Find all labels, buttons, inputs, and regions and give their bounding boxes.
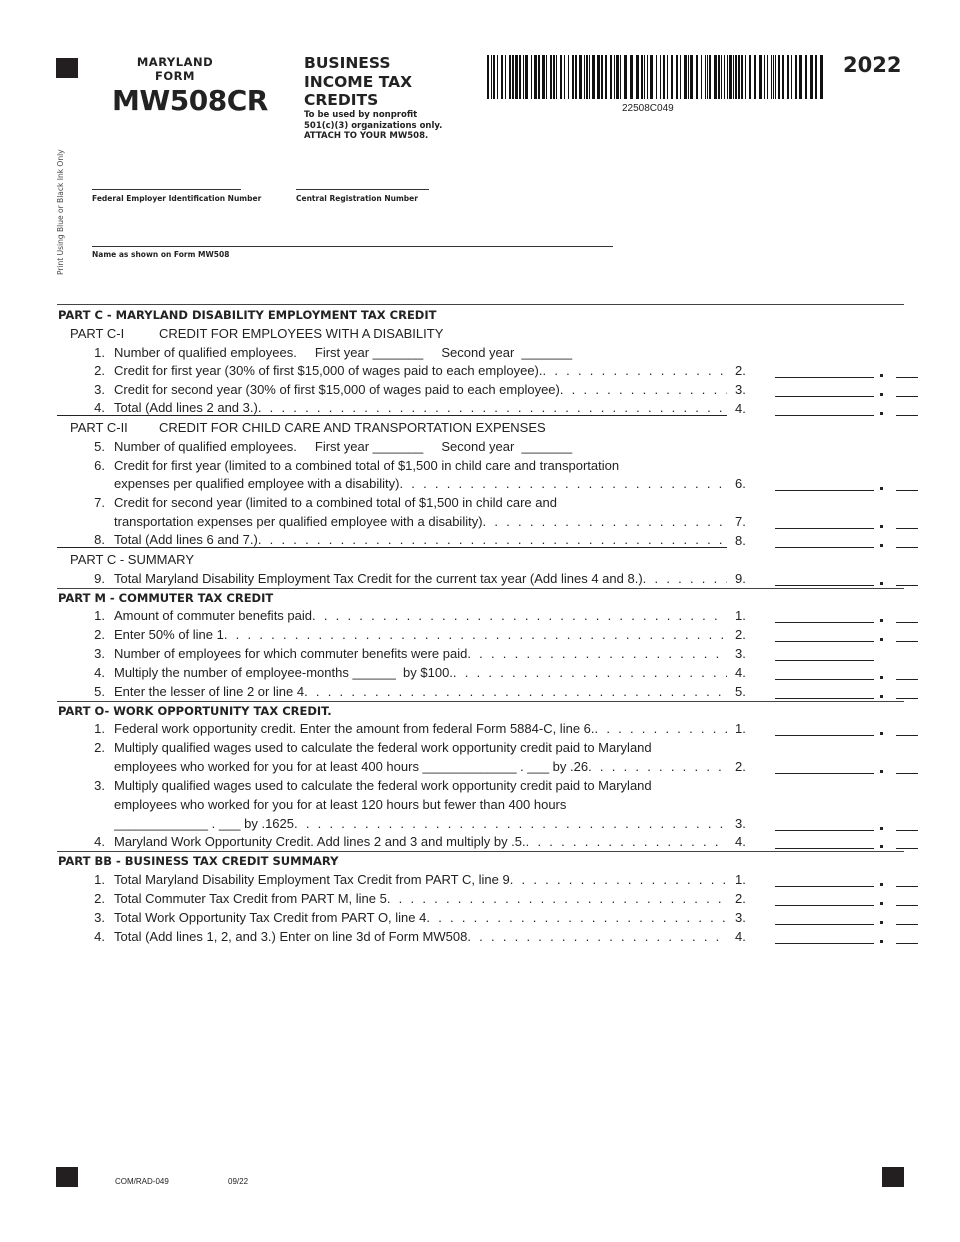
line-text: Total Maryland Disability Employment Tax Credit from PART C, line 9: [114, 872, 510, 888]
form-line: [57, 380, 904, 399]
dot-leader: [312, 608, 727, 623]
part-heading: PART C - MARYLAND DISABILITY EMPLOYMENT TAX CREDIT: [58, 307, 437, 322]
line-text: Credit for second year (limited to a combined total of $1,500 in child care and: [114, 495, 557, 511]
line-text: transportation expenses per qualified employee with a disability): [114, 514, 483, 530]
line-text-wrap: [114, 439, 727, 454]
line-ref: 3.: [735, 382, 746, 398]
barcode-bar: [754, 55, 756, 99]
line-ref: 4.: [735, 834, 746, 850]
barcode-bar: [644, 55, 645, 99]
line-number: 3.: [94, 909, 105, 925]
barcode-bar: [630, 55, 633, 99]
line-text: Credit for second year (30% of first $15,000 of wages paid to each employee): [114, 382, 560, 398]
line-text-wrap: [114, 797, 727, 812]
title-line: CREDITS: [304, 91, 379, 109]
barcode-bar: [656, 55, 657, 99]
barcode-bar: [667, 55, 668, 99]
barcode-bar: [759, 55, 762, 99]
line-number: 4.: [94, 664, 105, 680]
form-line: [57, 720, 904, 739]
line-number: 6.: [94, 457, 105, 473]
line-ref: 4.: [735, 664, 746, 680]
line-text: Maryland Work Opportunity Credit. Add lines 2 and 3 and multiply by .5.: [114, 834, 526, 850]
barcode-bar: [696, 55, 698, 99]
form-line: [57, 475, 904, 494]
line-text-wrap: [114, 646, 727, 661]
line-text-wrap: [114, 929, 727, 944]
barcode-bar: [497, 55, 498, 99]
dot-leader: [399, 476, 727, 491]
amount-field[interactable]: [775, 902, 918, 906]
barcode-bar: [538, 55, 540, 99]
line-text-wrap: [114, 816, 727, 831]
line-text: Total (Add lines 2 and 3.): [114, 400, 258, 416]
line-number: 2.: [94, 740, 105, 756]
barcode-bar: [735, 55, 737, 99]
barcode-bar: [773, 55, 774, 99]
barcode-bar: [727, 55, 728, 99]
line-text: Total Commuter Tax Credit from PART M, line 5: [114, 891, 387, 906]
barcode-bar: [614, 55, 615, 99]
form-line: [57, 625, 904, 644]
barcode-bar: [542, 55, 545, 99]
form-line: [57, 343, 904, 362]
crn-label: Central Registration Number: [296, 194, 418, 203]
form-line: [57, 663, 904, 682]
amount-field[interactable]: [775, 619, 918, 623]
form-line: [57, 908, 904, 927]
line-number: 2.: [94, 363, 105, 379]
barcode-bar: [525, 55, 528, 99]
dot-leader: [588, 759, 727, 774]
line-number: 4.: [94, 928, 105, 944]
subpart-label: PART C-I: [70, 325, 125, 341]
barcode-bar: [684, 55, 687, 99]
dot-leader: [483, 514, 727, 529]
form-line: [57, 531, 904, 550]
line-number: 2.: [94, 627, 105, 643]
subpart-heading: [57, 550, 904, 569]
barcode-bar: [584, 55, 585, 99]
form-line: [57, 493, 904, 512]
amount-field[interactable]: [775, 676, 918, 680]
form-line: [57, 362, 904, 381]
barcode-bar: [546, 55, 547, 99]
name-field[interactable]: [92, 246, 613, 247]
amount-field[interactable]: [775, 544, 918, 548]
subpart-heading: [57, 324, 904, 343]
credit-form: [57, 304, 904, 946]
barcode-bar: [771, 55, 772, 99]
barcode-bar: [749, 55, 751, 99]
line-text-wrap: [114, 778, 727, 793]
revision-date: 09/22: [228, 1177, 249, 1186]
line-ref: 5.: [735, 683, 746, 699]
line-number: 3.: [94, 777, 105, 793]
barcode-bar: [778, 55, 780, 99]
dot-leader: [643, 571, 727, 586]
line-text-wrap: [114, 514, 727, 529]
line-text-wrap: [114, 740, 727, 755]
amount-field[interactable]: [775, 412, 918, 416]
barcode-bar: [556, 55, 557, 99]
barcode-bar: [775, 55, 776, 99]
line-text-wrap: [114, 721, 727, 736]
dot-leader: [453, 665, 727, 680]
amount-field[interactable]: [775, 921, 918, 925]
barcode-bar: [714, 55, 717, 99]
line-text: Total Maryland Disability Employment Tax Credit for the current tax year (Add lines 4 and 8.): [114, 570, 643, 586]
amount-field[interactable]: [775, 525, 918, 529]
barcode-bar: [579, 55, 582, 99]
line-text-wrap: [114, 910, 727, 925]
line-text-wrap: [114, 476, 727, 491]
barcode-bar: [680, 55, 681, 99]
barcode-bar: [820, 55, 823, 99]
form-line: [57, 927, 904, 946]
line-text: Number of qualified employees. First year _______ Second year _______: [114, 344, 573, 360]
barcode-bar: [663, 55, 665, 99]
barcode-bar: [688, 55, 689, 99]
line-text: _____________ . ___ by .1625: [114, 815, 295, 831]
barcode-bar: [505, 55, 506, 99]
subpart-heading: [57, 418, 904, 437]
line-ref: 1.: [735, 608, 746, 624]
form-line: [57, 512, 904, 531]
barcode-bar: [676, 55, 678, 99]
line-number: 5.: [94, 438, 105, 454]
line-text-wrap: [114, 363, 727, 378]
barcode-bar: [509, 55, 511, 99]
line-text-wrap: [114, 627, 727, 642]
line-text-wrap: [114, 532, 727, 548]
line-ref: 2.: [735, 363, 746, 379]
line-text-wrap: [114, 891, 727, 906]
line-ref: 7.: [735, 514, 746, 530]
line-ref: 2.: [735, 759, 746, 775]
barcode-bar: [810, 55, 813, 99]
barcode-bar: [493, 55, 495, 99]
amount-field[interactable]: [775, 393, 918, 397]
subpart-title: CREDIT FOR EMPLOYEES WITH A DISABILITY: [159, 325, 444, 341]
barcode-bar: [550, 55, 552, 99]
barcode-bar: [592, 55, 595, 99]
barcode-number: 22508C049: [622, 103, 674, 114]
state-label: MARYLAND: [136, 55, 214, 69]
barcode-bar: [718, 55, 720, 99]
barcode-bar: [791, 55, 792, 99]
amount-field[interactable]: [775, 582, 918, 586]
title-line: BUSINESS: [304, 54, 391, 72]
line-number: 2.: [94, 891, 105, 906]
line-ref: 2.: [735, 891, 746, 906]
barcode-bar: [650, 55, 653, 99]
line-text: Credit for first year (limited to a combined total of $1,500 in child care and transportation: [114, 457, 620, 473]
fein-field[interactable]: [92, 189, 241, 190]
line-text: Multiply the number of employee-months ______ by $100.: [114, 664, 453, 680]
line-text-wrap: [114, 571, 727, 586]
line-text-wrap: [114, 665, 727, 680]
barcode-bar: [601, 55, 603, 99]
dot-leader: [467, 646, 727, 661]
barcode-bar: [795, 55, 797, 99]
barcode-bar: [805, 55, 807, 99]
dot-leader: [258, 400, 727, 415]
line-text: Amount of commuter benefits paid: [114, 608, 312, 624]
line-text: Number of employees for which commuter benefits were paid: [114, 646, 468, 662]
line-ref: 9.: [735, 570, 746, 586]
form-state: [110, 55, 240, 83]
barcode-bar: [705, 55, 706, 99]
dot-leader: [426, 910, 727, 925]
amount-field[interactable]: [775, 660, 874, 661]
barcode-bar: [586, 55, 588, 99]
barcode-bar: [487, 55, 489, 99]
barcode-bar: [589, 55, 590, 99]
barcode-bar: [616, 55, 619, 99]
form-line: [57, 607, 904, 626]
barcode-bar: [660, 55, 661, 99]
form-word: FORM: [155, 69, 195, 83]
barcode-bar: [641, 55, 643, 99]
form-line: [57, 437, 904, 456]
line-text: Total Work Opportunity Tax Credit from PART O, line 4: [114, 909, 427, 925]
barcode-bar: [564, 55, 565, 99]
line-text: Multiply qualified wages used to calculate the federal work opportunity credit paid to Maryland: [114, 777, 652, 793]
line-text-wrap: [114, 495, 727, 510]
barcode: [487, 55, 823, 99]
line-text-wrap: [114, 345, 727, 360]
fein-label: Federal Employer Identification Number: [92, 194, 262, 203]
barcode-bar: [799, 55, 802, 99]
barcode-bar: [620, 55, 621, 99]
line-number: 4.: [57, 400, 114, 416]
barcode-bar: [741, 55, 743, 99]
line-text: Credit for first year (30% of first $15,000 of wages paid to each employee).: [114, 363, 543, 379]
line-ref: 1.: [735, 721, 746, 737]
line-number: 1.: [94, 608, 105, 624]
dot-leader: [258, 532, 727, 547]
line-text: Multiply qualified wages used to calculate the federal work opportunity credit paid to Maryland: [114, 740, 652, 756]
form-line: [57, 870, 904, 889]
form-code: MW508CR: [112, 84, 268, 117]
form-line: [57, 569, 904, 588]
dot-leader: [543, 363, 728, 378]
barcode-bar: [701, 55, 702, 99]
dot-leader: [304, 684, 727, 699]
line-number: 5.: [94, 683, 105, 699]
subpart-label: PART C - SUMMARY: [70, 551, 195, 567]
line-text: Number of qualified employees. First year _______ Second year _______: [114, 438, 573, 454]
line-number: 1.: [94, 721, 105, 737]
line-text: employees who worked for you for at least 400 hours _____________ . ___ by .26: [114, 759, 589, 775]
amount-field[interactable]: [775, 827, 918, 831]
barcode-bar: [512, 55, 514, 99]
form-line: [57, 795, 904, 814]
title-line: INCOME TAX: [304, 72, 413, 91]
name-label: Name as shown on Form MW508: [92, 250, 230, 259]
barcode-bar: [531, 55, 532, 99]
subpart-label: PART C-II: [70, 419, 128, 435]
form-line: [57, 814, 904, 833]
barcode-bar: [782, 55, 784, 99]
barcode-bar: [815, 55, 817, 99]
line-ref: 3.: [735, 815, 746, 831]
form-line: [57, 399, 904, 418]
line-text: Enter 50% of line 1: [114, 627, 224, 643]
crn-field[interactable]: [296, 189, 429, 190]
line-number: 3.: [94, 646, 105, 662]
barcode-bar: [709, 55, 711, 99]
ink-note: Print Using Blue or Black Ink Only: [56, 149, 65, 275]
line-ref: 3.: [735, 646, 746, 662]
line-number: 1.: [94, 872, 105, 888]
line-text: Total (Add lines 1, 2, and 3.) Enter on line 3d of Form MW508: [114, 928, 468, 944]
dot-leader: [595, 721, 728, 736]
barcode-bar: [647, 55, 648, 99]
barcode-bar: [724, 55, 725, 99]
form-title: [304, 54, 412, 110]
barcode-bar: [745, 55, 746, 99]
dot-leader: [467, 929, 727, 944]
line-number: 9.: [94, 570, 105, 586]
amount-field[interactable]: [775, 845, 918, 849]
registration-mark-top-left: [56, 58, 78, 78]
line-text-wrap: [114, 400, 727, 416]
dot-leader: [560, 382, 727, 397]
barcode-bar: [501, 55, 503, 99]
barcode-bar: [671, 55, 673, 99]
amount-field[interactable]: [775, 638, 918, 642]
line-text-wrap: [114, 872, 727, 887]
line-text-wrap: [114, 608, 727, 623]
amount-field[interactable]: [775, 940, 918, 944]
form-line: [57, 738, 904, 757]
form-code-footer: COM/RAD-049: [115, 1177, 169, 1186]
dot-leader: [510, 872, 727, 887]
barcode-bar: [733, 55, 734, 99]
line-text: Federal work opportunity credit. Enter the amount from federal Form 5884-C, line 6.: [114, 721, 595, 737]
form-line: [57, 833, 904, 852]
barcode-bar: [787, 55, 789, 99]
line-ref: 3.: [735, 909, 746, 925]
part-heading: PART O- WORK OPPORTUNITY TAX CREDIT.: [57, 701, 904, 720]
line-number: 7.: [94, 495, 105, 511]
line-text-wrap: [114, 759, 727, 774]
line-text: Total (Add lines 6 and 7.): [114, 531, 258, 547]
barcode-bar: [515, 55, 518, 99]
barcode-bar: [707, 55, 708, 99]
barcode-bar: [519, 55, 521, 99]
barcode-bar: [568, 55, 569, 99]
amount-field[interactable]: [775, 695, 918, 699]
barcode-bar: [738, 55, 740, 99]
barcode-bar: [575, 55, 577, 99]
barcode-bar: [605, 55, 607, 99]
line-ref: 2.: [735, 627, 746, 643]
barcode-bar: [610, 55, 612, 99]
line-text-wrap: [114, 382, 727, 397]
form-line: [57, 644, 904, 663]
line-text: Enter the lesser of line 2 or line 4: [114, 683, 305, 699]
barcode-bar: [553, 55, 555, 99]
line-ref: 8.: [735, 532, 746, 548]
barcode-bar: [729, 55, 732, 99]
line-text: employees who worked for you for at least 120 hours but fewer than 400 hours: [114, 796, 567, 812]
form-line: [57, 456, 904, 475]
subpart-title: CREDIT FOR CHILD CARE AND TRANSPORTATION EXPENSES: [159, 419, 546, 435]
line-ref: 4.: [735, 401, 746, 417]
line-text-wrap: [114, 684, 727, 699]
barcode-bar: [572, 55, 574, 99]
form-line: [57, 776, 904, 795]
registration-mark-bottom-right: [882, 1167, 904, 1187]
line-text-wrap: [114, 834, 727, 849]
line-number: 4.: [94, 834, 105, 850]
line-ref: 1.: [735, 872, 746, 888]
amount-field[interactable]: [775, 732, 918, 736]
form-line: [57, 682, 904, 701]
line-ref: 4.: [735, 928, 746, 944]
form-line: [57, 757, 904, 776]
registration-mark-bottom-left: [56, 1167, 78, 1187]
line-text: expenses per qualified employee with a disability): [114, 476, 400, 492]
barcode-bar: [597, 55, 600, 99]
dot-leader: [224, 627, 727, 642]
line-text-wrap: [114, 458, 727, 473]
barcode-bar: [534, 55, 537, 99]
amount-field[interactable]: [775, 487, 918, 491]
amount-field[interactable]: [775, 883, 918, 887]
form-line: [57, 889, 904, 908]
barcode-bar: [636, 55, 639, 99]
barcode-bar: [624, 55, 627, 99]
part-heading: PART BB - BUSINESS TAX CREDIT SUMMARY: [57, 851, 904, 870]
barcode-bar: [764, 55, 765, 99]
dot-leader: [294, 816, 727, 831]
barcode-bar: [721, 55, 722, 99]
form-subtitle: To be used by nonprofit 501(c)(3) organizations only. ATTACH TO YOUR MW508.: [304, 110, 443, 141]
line-number: 8.: [57, 532, 114, 548]
tax-year: 2022: [843, 53, 902, 77]
barcode-bar: [523, 55, 524, 99]
amount-field[interactable]: [775, 374, 918, 378]
barcode-bar: [491, 55, 492, 99]
barcode-bar: [690, 55, 693, 99]
amount-field[interactable]: [775, 770, 918, 774]
barcode-bar: [767, 55, 768, 99]
barcode-bar: [560, 55, 562, 99]
line-number: 1.: [94, 344, 105, 360]
line-number: 3.: [94, 382, 105, 398]
dot-leader: [526, 834, 727, 849]
part-heading: PART M - COMMUTER TAX CREDIT: [57, 588, 904, 607]
line-ref: 6.: [735, 476, 746, 492]
dot-leader: [387, 891, 727, 906]
